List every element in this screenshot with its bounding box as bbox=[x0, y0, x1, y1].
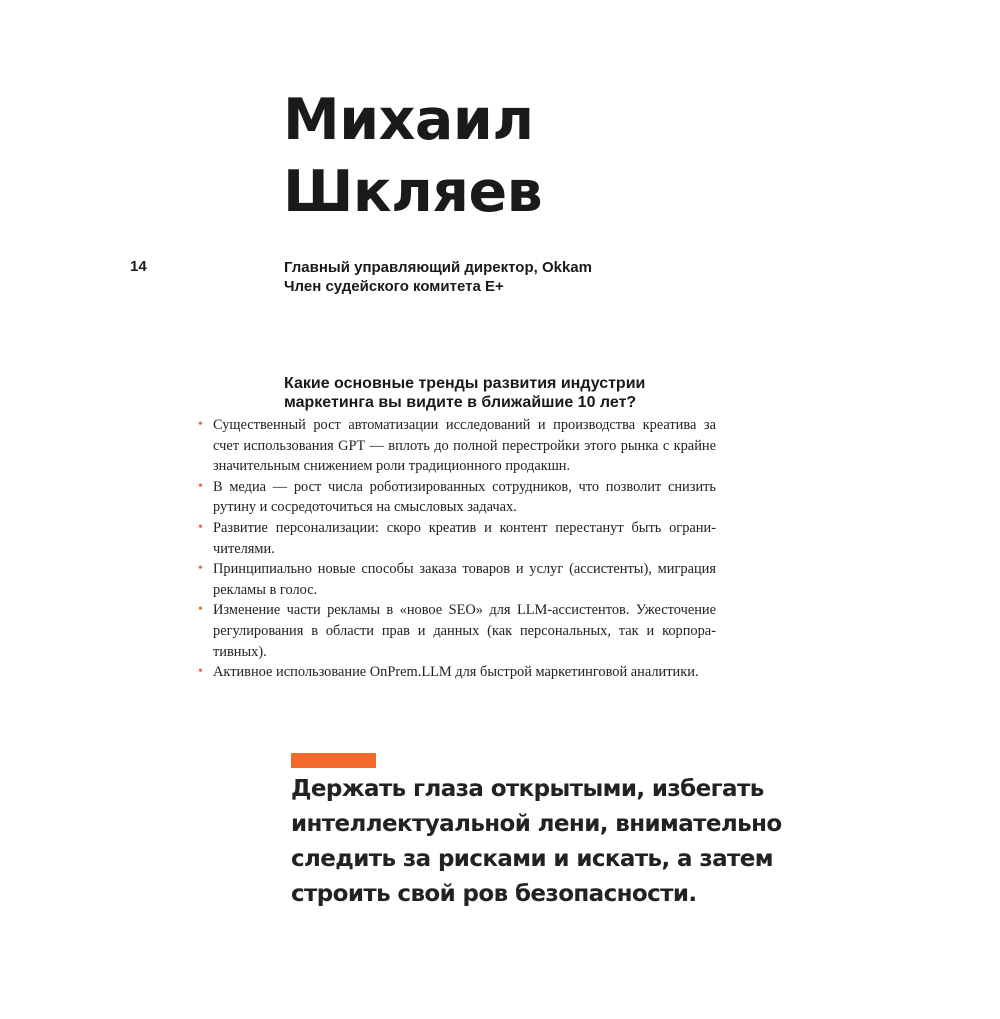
bullet-icon: • bbox=[198, 561, 203, 577]
answer-text: Активное использование OnPrem.LLM для быстрой маркетинговой аналитики. bbox=[213, 664, 699, 681]
page-number: 14 bbox=[130, 258, 147, 275]
answer-item bbox=[196, 518, 716, 559]
quote-line: следить за рисками и искать, а затем bbox=[291, 846, 773, 872]
bullet-icon: • bbox=[198, 664, 203, 680]
quote-line: интеллектуальной лени, внимательно bbox=[291, 811, 782, 837]
person-roles bbox=[284, 258, 592, 296]
question-line: маркетинга вы видите в ближайшие 10 лет? bbox=[284, 394, 637, 411]
person-last-name: Шкляев bbox=[283, 159, 543, 225]
bullet-icon: • bbox=[198, 602, 203, 618]
answer-text: В медиа — рост числа роботизированных сотрудников, что позволит снизить рутину и сосредоточиться на смысловых задачах. bbox=[213, 478, 716, 516]
answer-text: Развитие персонализации: скоро креатив и контент перестанут быть ограничителями. bbox=[213, 519, 716, 557]
quote-accent-bar bbox=[291, 753, 376, 768]
answer-list bbox=[196, 415, 716, 683]
person-first-name: Михаил bbox=[283, 87, 534, 153]
bullet-icon: • bbox=[198, 478, 203, 494]
question-line: Какие основные тренды развития индустрии bbox=[284, 375, 646, 392]
answer-text: Изменение части рекламы в «новое SEO» для LLM-ассистентов. Ужесточение регулирования в области прав и данных (как персональных, так и корпоративных). bbox=[213, 602, 716, 660]
pull-quote bbox=[291, 772, 782, 912]
role-line: Главный управляющий директор, Okkam bbox=[284, 259, 592, 276]
answer-text: Принципиально новые способы заказа товаров и услуг (ассистенты), миграция рекламы в голос. bbox=[213, 561, 716, 598]
interview-question bbox=[284, 374, 645, 412]
answer-item bbox=[196, 415, 716, 477]
answer-item bbox=[196, 600, 716, 662]
quote-line: строить свой ров безопасности. bbox=[291, 881, 697, 907]
bullet-icon: • bbox=[198, 417, 203, 432]
role-line: Член судейского комитета E+ bbox=[284, 278, 504, 295]
answer-item bbox=[196, 477, 716, 518]
person-name bbox=[283, 84, 542, 228]
quote-line: Держать глаза открытыми, избегать bbox=[291, 776, 764, 802]
answer-item bbox=[196, 662, 716, 683]
bullet-icon: • bbox=[198, 519, 203, 535]
answer-text: Существенный рост автоматизации исследований и производства креатива за счет использования GPT — вплоть до полной перестройки этого рынка с крайне значительным снижением роли традиционного продакшн. bbox=[213, 417, 716, 475]
answer-item bbox=[196, 559, 716, 600]
